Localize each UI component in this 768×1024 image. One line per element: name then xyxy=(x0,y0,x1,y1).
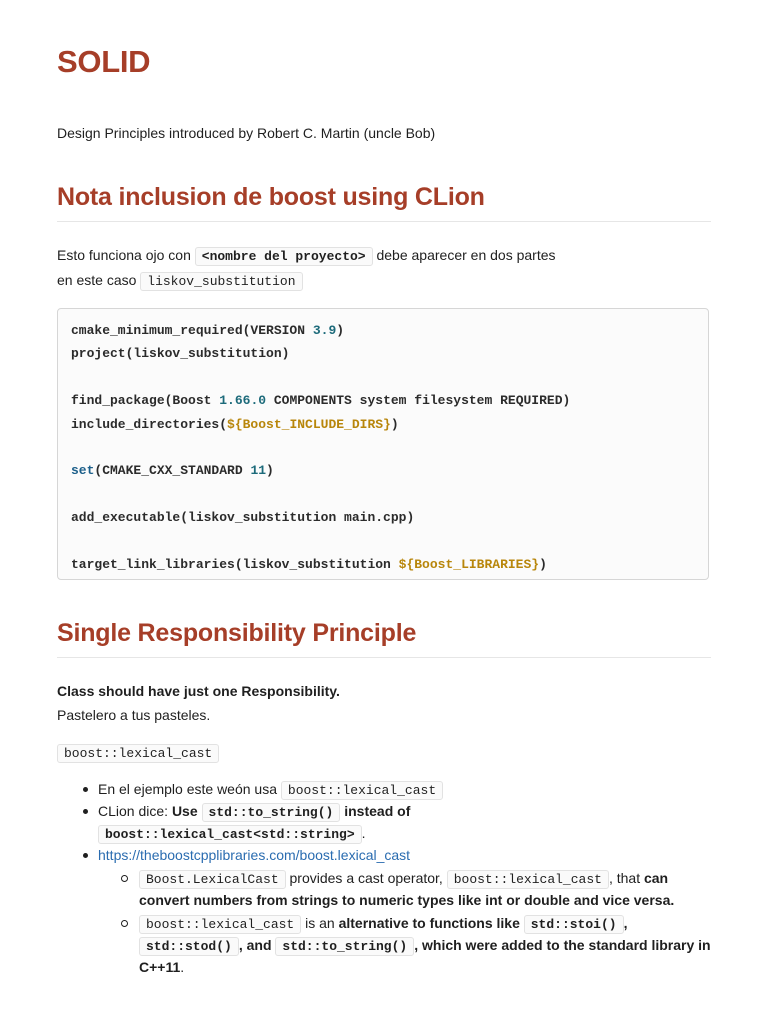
sub-list-item: boost::lexical_cast is an alternative to functions like std::stoi() , std::stod() , and std::to_string() , which were added to the standard library in C++11. xyxy=(98,913,720,978)
page-title: SOLID xyxy=(57,44,151,79)
nota-line-1 xyxy=(57,247,556,264)
inline-code: boost::lexical_cast<std::string> xyxy=(98,825,362,844)
inline-code: std::to_string() xyxy=(202,803,341,822)
srp-code-tag-line xyxy=(57,744,219,761)
sub-list-item: Boost.LexicalCast provides a cast operator, boost::lexical_cast , that can convert numbers from strings to numeric types like int or double and vice versa. xyxy=(98,868,720,911)
srp-bold-line: Class should have just one Responsibility. xyxy=(57,683,340,699)
inline-code: Boost.LexicalCast xyxy=(139,870,286,889)
heading-single-responsibility: Single Responsibility Principle xyxy=(57,619,711,658)
list-item: CLion dice: Use std::to_string() instead of boost::lexical_cast<std::string> . xyxy=(80,801,720,845)
srp-bullet-list xyxy=(80,779,720,980)
srp-inline-code-lexical-cast: boost::lexical_cast xyxy=(57,744,219,763)
heading-nota-boost: Nota inclusion de boost using CLion xyxy=(57,183,711,222)
inline-code: std::stoi() xyxy=(524,915,624,934)
nota-line-2-pre: en este caso xyxy=(57,272,137,288)
inline-code: boost::lexical_cast xyxy=(281,781,443,800)
nota-inline-code-project-name: <nombre del proyecto> xyxy=(195,247,373,266)
nota-inline-code-liskov: liskov_substitution xyxy=(140,272,302,291)
srp-sub-list xyxy=(98,868,720,978)
inline-code: std::stod() xyxy=(139,937,239,956)
srp-line-2: Pastelero a tus pasteles. xyxy=(57,707,211,723)
intro-text: Design Principles introduced by Robert C. Martin (uncle Bob) xyxy=(57,125,436,141)
cmake-code-block[interactable] xyxy=(57,308,709,580)
list-item xyxy=(80,845,720,978)
inline-code: boost::lexical_cast xyxy=(139,915,301,934)
cmake-code: cmake_minimum_required(VERSION 3.9) project(liskov_substitution) find_package(Boost 1.66.0 COMPONENTS system filesystem REQUIRED) include_directories(${Boost_INCLUDE_DIRS}) set(CMAKE_CXX_STANDARD 11) add_executable(liskov_substitution main.cpp) target_link_libraries(liskov_substitution ${Boost_LIBRARIES}) xyxy=(71,323,571,573)
nota-line-1-pre: Esto funciona ojo con xyxy=(57,247,191,263)
inline-code: std::to_string() xyxy=(275,937,414,956)
nota-line-1-post: debe aparecer en dos partes xyxy=(376,247,556,263)
inline-code: boost::lexical_cast xyxy=(447,870,609,889)
list-item: En el ejemplo este weón usa boost::lexical_cast xyxy=(80,779,720,801)
boost-lexical-cast-link[interactable]: https://theboostcpplibraries.com/boost.lexical_cast xyxy=(98,847,411,863)
nota-line-2 xyxy=(57,272,303,289)
